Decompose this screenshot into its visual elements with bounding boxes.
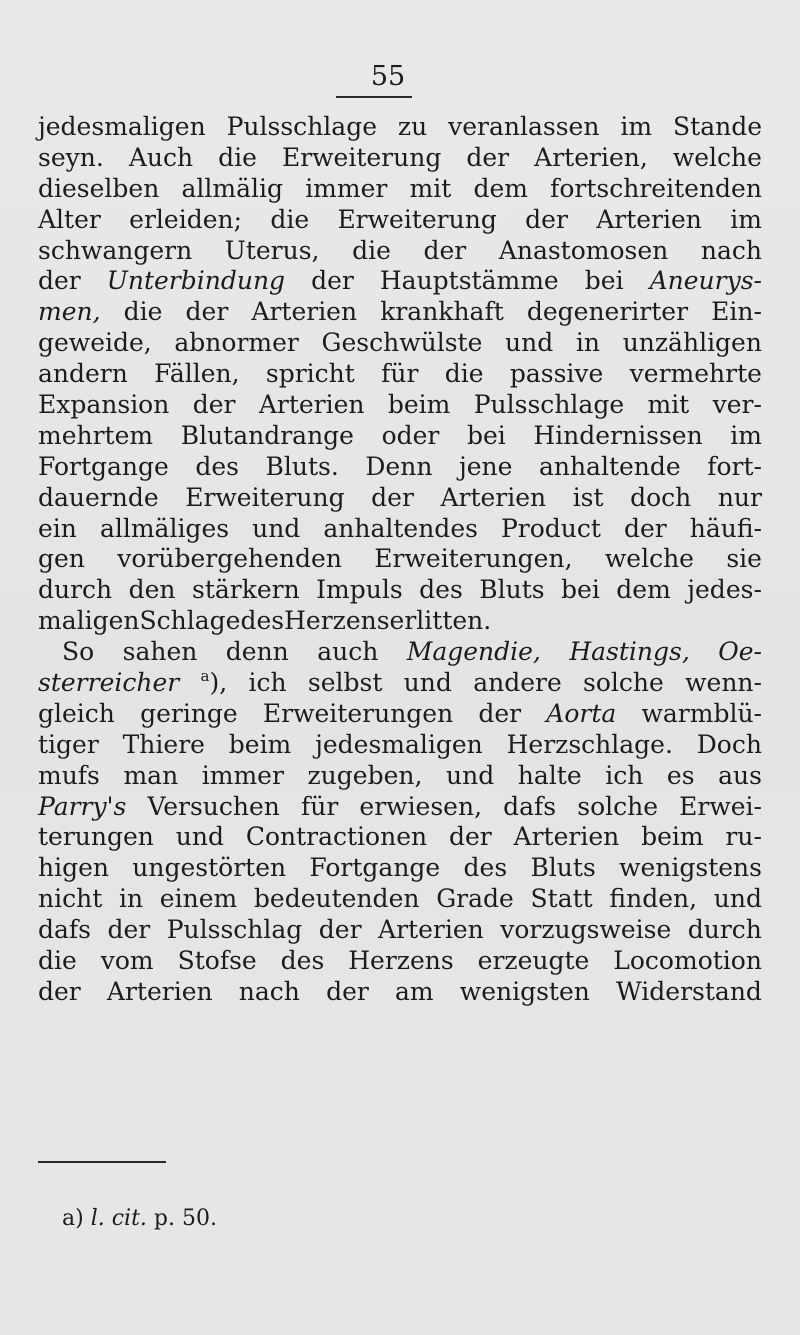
- word: Schlage: [139, 606, 241, 636]
- text-line: [38, 483, 762, 514]
- word: Anastomosen: [498, 235, 669, 265]
- word: dauernde: [38, 482, 159, 512]
- word: und: [403, 668, 452, 698]
- word: nicht: [38, 884, 103, 914]
- word: sterreicher: [38, 668, 180, 698]
- word: Thiere: [122, 729, 205, 759]
- word: der: [192, 390, 236, 420]
- text-line: [38, 266, 762, 297]
- word: Fortgange: [38, 451, 169, 481]
- word: dafs: [503, 791, 557, 821]
- word: Blutandrange: [180, 420, 354, 450]
- word: stärkern: [191, 575, 300, 605]
- word: Erweiterung: [281, 142, 442, 172]
- word: Hindernissen: [533, 420, 703, 450]
- word: Erwei-: [679, 791, 762, 821]
- word: mit: [647, 390, 690, 420]
- word: Pulsschlag: [166, 915, 303, 945]
- text-line: [38, 822, 762, 853]
- word: mufs: [38, 760, 100, 790]
- word: Arterien: [106, 976, 213, 1006]
- footnote-rule: [38, 1161, 166, 1163]
- word: bei: [584, 266, 624, 296]
- footnote-citation: l. cit.: [90, 1206, 147, 1231]
- word: für: [381, 359, 419, 389]
- word: in: [575, 328, 601, 358]
- word: für: [301, 791, 339, 821]
- word: Geschwülste: [321, 328, 483, 358]
- word: bei: [561, 575, 600, 605]
- word: schwangern: [38, 235, 193, 265]
- word: sie: [726, 544, 762, 574]
- text-line: [38, 421, 762, 452]
- word: Pulsschlage: [473, 390, 625, 420]
- text-line: [38, 514, 762, 545]
- text-line: [38, 575, 762, 606]
- text-line: [38, 730, 762, 761]
- word: und: [713, 884, 762, 914]
- word: man: [123, 760, 179, 790]
- word: denn: [225, 637, 289, 667]
- word: und: [175, 822, 224, 852]
- word: wenigsten: [459, 976, 590, 1006]
- word: durch: [687, 915, 762, 945]
- word: erlitten.: [389, 606, 492, 636]
- word: Arterien,: [534, 142, 648, 172]
- word: $^a$),: [200, 667, 228, 698]
- word: allmälig: [181, 173, 284, 203]
- page-number: 55: [370, 61, 406, 92]
- word: zugeben,: [307, 760, 423, 790]
- word: den: [128, 575, 176, 605]
- word: terungen: [38, 822, 154, 852]
- word: wenn-: [685, 668, 762, 698]
- word: Ein-: [711, 297, 762, 327]
- word: nach: [238, 976, 300, 1006]
- word: warmblü-: [641, 698, 762, 728]
- word: Arterien: [440, 482, 547, 512]
- word: des: [195, 451, 240, 481]
- word: im: [730, 204, 762, 234]
- word: der: [466, 142, 510, 172]
- footnote-marker: a): [62, 1206, 91, 1231]
- word: solche: [577, 791, 659, 821]
- word: Uterus,: [224, 235, 320, 265]
- word: der: [525, 204, 568, 234]
- word: Contractionen: [245, 822, 428, 852]
- word: der: [311, 266, 354, 296]
- word: Parry's: [38, 791, 127, 821]
- word: der: [185, 297, 229, 327]
- word: anhaltende: [538, 451, 681, 481]
- word: Erweiterungen: [262, 698, 454, 728]
- word: aus: [718, 760, 762, 790]
- text-line: [38, 915, 762, 946]
- word: Herzens: [284, 606, 390, 636]
- word: zu: [397, 112, 428, 141]
- text-line: [38, 668, 762, 699]
- text-line: [38, 236, 762, 267]
- word: Erweiterung: [185, 482, 345, 512]
- word: anhaltendes: [323, 513, 478, 543]
- word: wenigstens: [619, 853, 762, 883]
- word: ru-: [725, 822, 762, 852]
- word: der: [623, 513, 667, 543]
- text-line: [38, 297, 762, 328]
- word: Erweiterungen,: [374, 544, 573, 574]
- text-line: [38, 174, 762, 205]
- word: der: [38, 266, 81, 296]
- word: und: [505, 328, 554, 358]
- text-line: [38, 637, 762, 668]
- word: Arterien: [513, 822, 620, 852]
- word: Bluts: [530, 853, 596, 883]
- word: beim: [228, 729, 292, 759]
- word: Versuchen: [147, 791, 280, 821]
- text-line: [38, 853, 762, 884]
- word: Grade: [436, 884, 514, 914]
- word: higen: [38, 853, 109, 883]
- word: Herzschlage.: [506, 729, 673, 759]
- word: jedes-: [687, 575, 762, 605]
- word: fort-: [707, 451, 762, 481]
- word: allmäliges: [99, 513, 230, 543]
- word: ungestörten: [132, 853, 287, 883]
- word: immer: [201, 760, 284, 790]
- word: und: [252, 513, 301, 543]
- page-number-rule: [336, 96, 412, 98]
- word: Arterien: [596, 204, 702, 234]
- word: maligen: [38, 606, 140, 636]
- word: Arterien: [251, 297, 358, 327]
- word: ich: [605, 760, 644, 790]
- word: Erweiterung: [337, 204, 497, 234]
- text-line: [38, 761, 762, 792]
- word: Locomotion: [613, 946, 762, 976]
- word: Unterbindung: [106, 266, 286, 296]
- text-line: [38, 390, 762, 421]
- word: Pulsschlage: [226, 112, 377, 141]
- word: dieselben: [38, 173, 160, 203]
- word: gleich: [38, 698, 115, 728]
- word: Stande: [673, 112, 762, 141]
- word: Widerstand: [616, 976, 762, 1006]
- word: nur: [717, 482, 762, 512]
- word: dafs: [38, 915, 91, 945]
- word: erleiden;: [129, 204, 243, 234]
- word: vermehrte: [629, 359, 762, 389]
- word: erwiesen,: [359, 791, 483, 821]
- word: Arterien: [378, 915, 484, 945]
- word: Auch: [128, 142, 194, 172]
- word: gen: [38, 544, 85, 574]
- word: nach: [700, 235, 762, 265]
- word: Fällen,: [154, 359, 240, 389]
- word: Fortgange: [309, 853, 441, 883]
- text-line: [38, 977, 762, 1008]
- word: krankhaft: [380, 297, 504, 327]
- word: mehrtem: [38, 420, 154, 450]
- word: Herzens: [348, 946, 454, 976]
- word: immer: [305, 173, 388, 203]
- word: tiger: [38, 729, 99, 759]
- text-line: [38, 112, 762, 143]
- word: Alter: [38, 204, 101, 234]
- word: Arterien: [258, 390, 365, 420]
- word: der: [448, 822, 492, 852]
- word: Denn: [365, 451, 433, 481]
- word: der: [326, 976, 369, 1006]
- word: selbst: [307, 668, 383, 698]
- word: doch: [630, 482, 692, 512]
- word: Expansion: [38, 390, 170, 420]
- footnote: [62, 1206, 217, 1232]
- word: unzähligen: [622, 328, 762, 358]
- word: ist: [572, 482, 604, 512]
- word: oder: [381, 420, 440, 450]
- word: am: [395, 976, 434, 1006]
- word: geringe: [140, 698, 238, 728]
- word: die: [38, 946, 77, 976]
- word: sahen: [122, 637, 198, 667]
- footnote-page: p. 50.: [146, 1206, 217, 1231]
- word: der: [371, 482, 414, 512]
- text-line: [38, 606, 762, 637]
- word: durch: [38, 575, 113, 605]
- word: auch: [317, 637, 379, 667]
- word: seyn.: [38, 142, 104, 172]
- word: Impuls: [316, 575, 403, 605]
- text-line: [38, 359, 762, 390]
- text-line: [38, 143, 762, 174]
- word: vorübergehenden: [117, 544, 342, 574]
- text-line: [38, 544, 762, 575]
- word: Product: [500, 513, 601, 543]
- word: men,: [38, 297, 101, 327]
- word: Hastings,: [569, 637, 690, 667]
- word: bedeutenden: [253, 884, 420, 914]
- text-line: [38, 884, 762, 915]
- word: spricht: [265, 359, 355, 389]
- word: vom: [100, 946, 154, 976]
- word: erzeugte: [477, 946, 590, 976]
- word: welche: [672, 142, 762, 172]
- word: Bluts: [479, 575, 545, 605]
- word: andere: [473, 668, 562, 698]
- text-line: [38, 946, 762, 977]
- word: häufi-: [689, 513, 762, 543]
- word: abnormer: [174, 328, 299, 358]
- word: Aorta: [546, 698, 617, 728]
- word: im: [620, 112, 653, 141]
- word: mit: [409, 173, 452, 203]
- word: Statt: [530, 884, 593, 914]
- word: Bluts.: [265, 451, 339, 481]
- word: der: [478, 698, 522, 728]
- word: die: [352, 235, 391, 265]
- word: die: [270, 204, 310, 234]
- word: ver-: [712, 390, 762, 420]
- word: in: [118, 884, 144, 914]
- text-line: [38, 792, 762, 823]
- word: im: [730, 420, 762, 450]
- word: des: [240, 606, 285, 636]
- word: Oe-: [718, 637, 762, 667]
- word: der: [423, 235, 467, 265]
- word: geweide,: [38, 328, 152, 358]
- word: dem: [473, 173, 528, 203]
- word: und: [446, 760, 495, 790]
- word: beim: [641, 822, 704, 852]
- word: die: [218, 142, 257, 172]
- word: solche: [583, 668, 664, 698]
- word: jene: [458, 451, 513, 481]
- text-line: [38, 205, 762, 236]
- word: beim: [387, 390, 451, 420]
- word: degenerirter: [526, 297, 689, 327]
- word: der: [107, 915, 151, 945]
- word: bei: [466, 420, 506, 450]
- word: andern: [38, 359, 128, 389]
- word: vorzugsweise: [500, 915, 672, 945]
- word: ich: [248, 668, 287, 698]
- word: des: [419, 575, 463, 605]
- word: die: [444, 359, 484, 389]
- word: einem: [159, 884, 238, 914]
- word: veranlassen: [448, 112, 600, 141]
- text-line: [38, 699, 762, 730]
- word: welche: [604, 544, 694, 574]
- word: finden,: [609, 884, 698, 914]
- word: jedesmaligen: [315, 729, 483, 759]
- word: ein: [38, 513, 77, 543]
- word: der: [38, 976, 81, 1006]
- word: Stofse: [177, 946, 257, 976]
- word: Aneurys-: [649, 266, 762, 296]
- word: der: [318, 915, 362, 945]
- word: halte: [517, 760, 582, 790]
- word: Magendie,: [406, 637, 541, 667]
- word: fortschreitenden: [550, 173, 762, 203]
- word: Doch: [696, 729, 762, 759]
- word: Hauptstämme: [379, 266, 559, 296]
- body-text: [38, 112, 762, 1008]
- word: es: [666, 760, 695, 790]
- text-line: [38, 328, 762, 359]
- word: So: [62, 637, 95, 667]
- text-line: [38, 452, 762, 483]
- word: des: [463, 853, 508, 883]
- word: die: [123, 297, 163, 327]
- word: des: [280, 946, 325, 976]
- word: jedesmaligen: [38, 112, 206, 141]
- word: passive: [509, 359, 604, 389]
- word: dem: [616, 575, 671, 605]
